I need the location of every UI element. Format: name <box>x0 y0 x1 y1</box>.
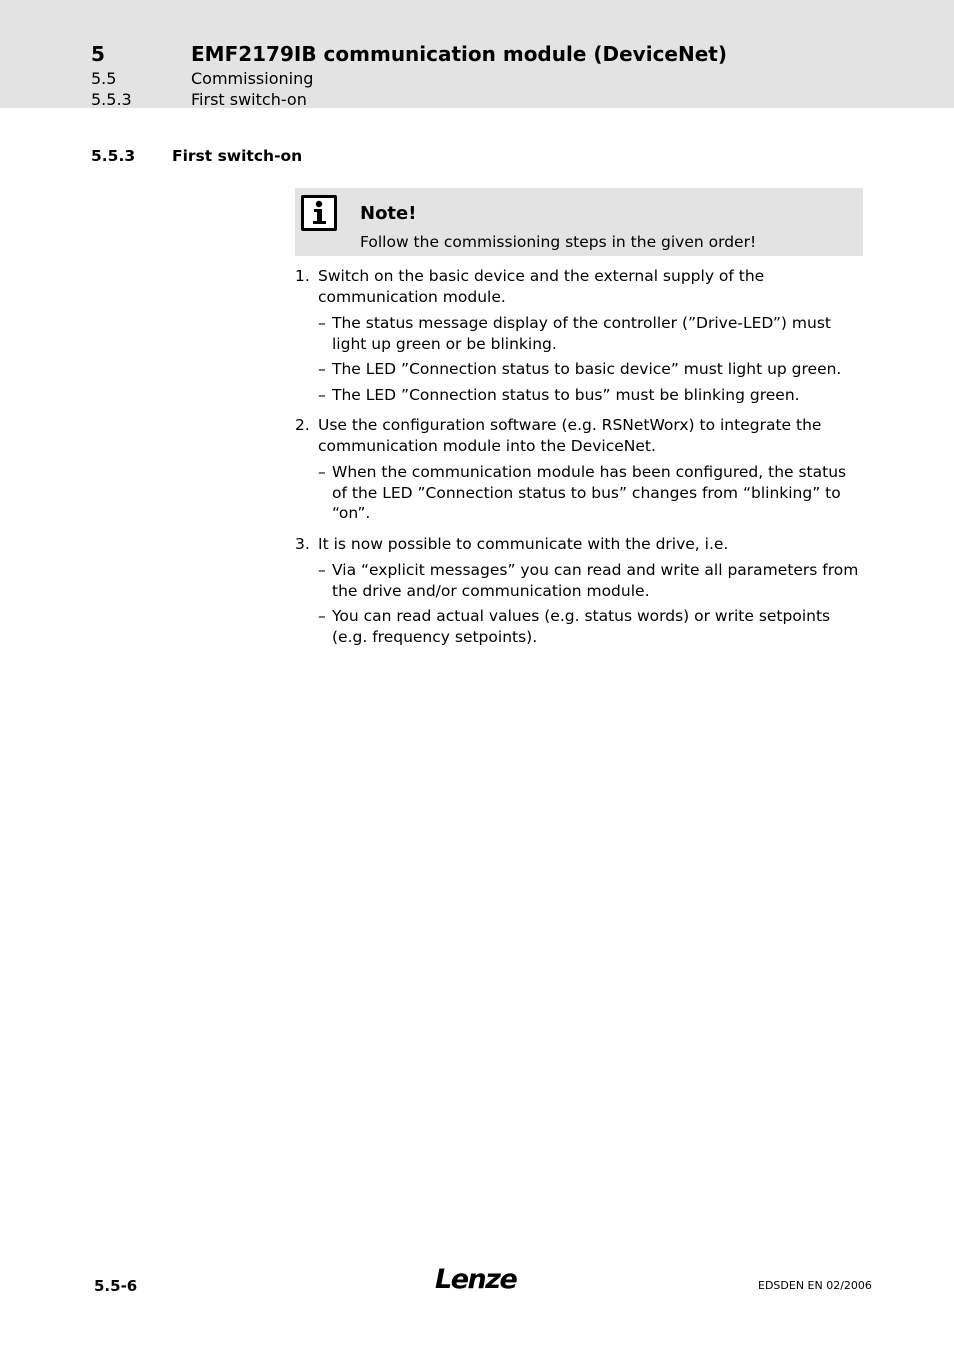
sub-item-text: The LED ”Connection status to basic device” must light up green. <box>332 360 842 378</box>
section-title: Commissioning <box>191 69 314 88</box>
document-id: EDSDEN EN 02/2006 <box>758 1279 872 1292</box>
step-number: 1. <box>295 267 310 285</box>
step-item <box>295 415 865 524</box>
note-box <box>295 188 863 256</box>
sub-item <box>318 606 865 647</box>
sub-item <box>318 560 865 601</box>
dash-marker: – <box>318 314 326 332</box>
subsection-title: First switch-on <box>191 90 307 109</box>
dash-marker: – <box>318 360 326 378</box>
note-title: Note! <box>360 203 417 224</box>
page-number: 5.5-6 <box>94 1277 138 1295</box>
step-text: Switch on the basic device and the external supply of the communication module. <box>318 267 765 306</box>
dash-marker: – <box>318 463 326 481</box>
sub-item <box>318 313 865 354</box>
sub-item-text: Via “explicit messages” you can read and write all parameters from the drive and/or communication module. <box>332 561 859 600</box>
dash-marker: – <box>318 607 326 625</box>
step-number: 2. <box>295 416 310 434</box>
sub-item-text: You can read actual values (e.g. status words) or write setpoints (e.g. frequency setpoints). <box>332 607 831 646</box>
sub-item <box>318 462 865 524</box>
subsection-number: 5.5.3 <box>91 90 132 109</box>
sub-item-text: The status message display of the controller (”Drive-LED”) must light up green or be blinking. <box>332 314 831 353</box>
info-icon <box>301 195 337 231</box>
step-list <box>295 266 865 657</box>
step-number: 3. <box>295 534 310 553</box>
sub-item <box>318 359 865 380</box>
dash-marker: – <box>318 385 326 404</box>
sub-item-text: When the communication module has been configured, the status of the LED ”Connection status to bus” changes from “blinking” to “on”. <box>332 463 847 522</box>
section-number: 5.5 <box>91 69 117 88</box>
step-text: It is now possible to communicate with the drive, i.e. <box>318 534 729 553</box>
sub-item <box>318 385 865 406</box>
page-title-number: 5.5.3 <box>91 147 136 165</box>
sub-item-text: The LED ”Connection status to bus” must be blinking green. <box>332 385 800 404</box>
step-item <box>295 266 865 405</box>
chapter-title: EMF2179IB communication module (DeviceNet) <box>191 42 727 66</box>
page-title-text: First switch-on <box>172 147 303 165</box>
lenze-logo: Lenze <box>435 1264 517 1295</box>
chapter-number: 5 <box>91 42 105 66</box>
step-text: Use the configuration software (e.g. RSNetWorx) to integrate the communication module into the DeviceNet. <box>318 416 822 455</box>
dash-marker: – <box>318 561 326 579</box>
step-item <box>295 534 865 648</box>
note-text: Follow the commissioning steps in the given order! <box>360 233 757 251</box>
